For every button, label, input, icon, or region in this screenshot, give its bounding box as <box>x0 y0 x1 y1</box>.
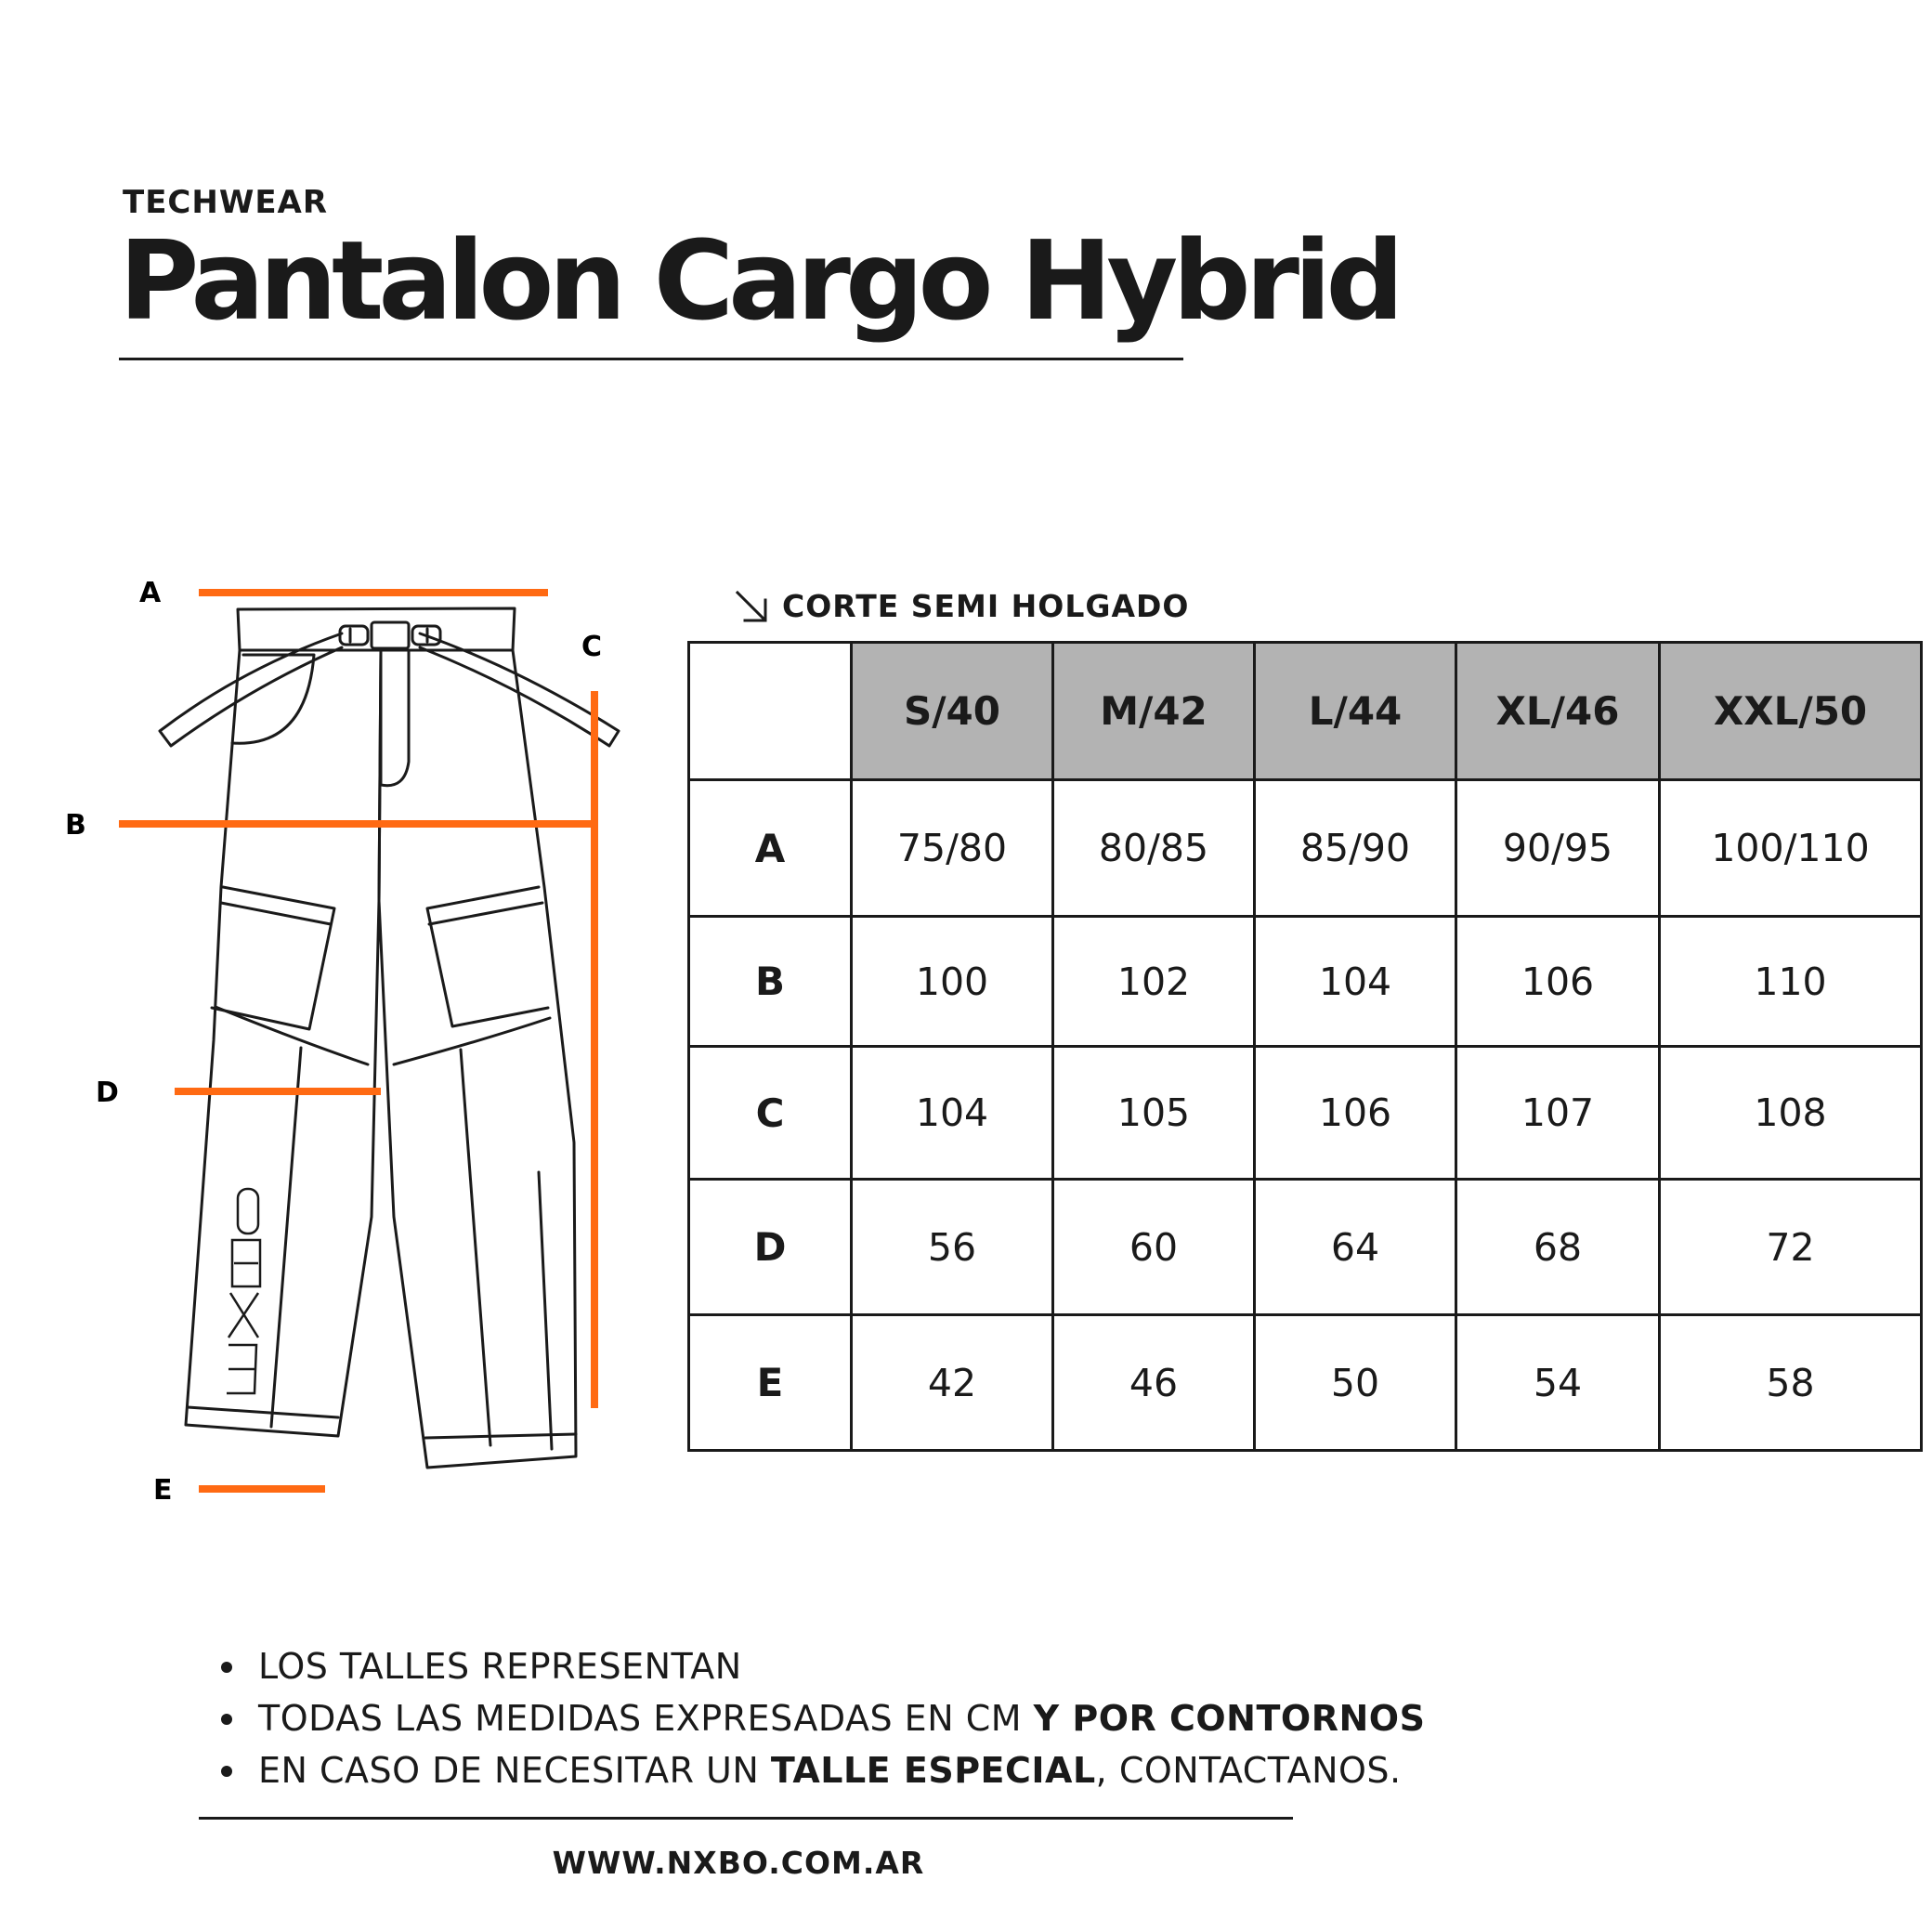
table-corner-cell <box>689 643 852 780</box>
note-text: TODAS LAS MEDIDAS EXPRESADAS EN CM <box>258 1698 1034 1739</box>
website-link[interactable]: WWW.NXBO.COM.AR <box>552 1845 925 1881</box>
note-emphasis: Y POR CONTORNOS <box>1033 1698 1426 1739</box>
table-cell: 56 <box>852 1180 1053 1315</box>
column-header: S/40 <box>852 643 1053 780</box>
table-cell: 75/80 <box>852 780 1053 917</box>
row-label: C <box>689 1047 852 1180</box>
table-cell: 46 <box>1053 1315 1255 1451</box>
table-cell: 107 <box>1456 1047 1660 1180</box>
table-row <box>689 1180 1922 1315</box>
table-cell: 50 <box>1255 1315 1456 1451</box>
category-label: TECHWEAR <box>123 184 329 221</box>
product-title: Pantalon Cargo Hybrid <box>119 216 1399 345</box>
row-label: B <box>689 917 852 1047</box>
table-cell: 105 <box>1053 1047 1255 1180</box>
size-chart-table <box>687 641 1923 1452</box>
pants-outline <box>160 608 619 1468</box>
table-cell: 106 <box>1255 1047 1456 1180</box>
fit-label: CORTE SEMI HOLGADO <box>782 588 1190 624</box>
measure-label-d: D <box>96 1077 119 1109</box>
table-cell: 72 <box>1660 1180 1922 1315</box>
note-tail: , CONTACTANOS. <box>1095 1750 1402 1791</box>
table-cell: 60 <box>1053 1180 1255 1315</box>
note-emphasis: TALLE ESPECIAL <box>770 1750 1096 1791</box>
table-cell: 80/85 <box>1053 780 1255 917</box>
nxbo-logo-icon <box>227 1189 260 1393</box>
row-label: D <box>689 1180 852 1315</box>
table-cell: 58 <box>1660 1315 1922 1451</box>
footer-divider <box>199 1817 1293 1820</box>
measure-label-a: A <box>139 577 162 609</box>
table-cell: 100/110 <box>1660 780 1922 917</box>
table-cell: 68 <box>1456 1180 1660 1315</box>
measure-label-b: B <box>65 809 86 842</box>
table-cell: 104 <box>1255 917 1456 1047</box>
column-header: L/44 <box>1255 643 1456 780</box>
bullet-icon <box>221 1662 232 1673</box>
bullet-icon <box>221 1766 232 1777</box>
table-cell: 102 <box>1053 917 1255 1047</box>
table-cell: 104 <box>852 1047 1053 1180</box>
bullet-icon <box>221 1714 232 1725</box>
row-label: E <box>689 1315 852 1451</box>
table-cell: 108 <box>1660 1047 1922 1180</box>
column-header: M/42 <box>1053 643 1255 780</box>
table-cell: 100 <box>852 917 1053 1047</box>
note-text: LOS TALLES REPRESENTAN <box>258 1646 742 1687</box>
row-label: A <box>689 780 852 917</box>
note-text: EN CASO DE NECESITAR UN <box>258 1750 771 1791</box>
table-row <box>689 1047 1922 1180</box>
table-cell: 90/95 <box>1456 780 1660 917</box>
table-cell: 54 <box>1456 1315 1660 1451</box>
column-header: XXL/50 <box>1660 643 1922 780</box>
table-cell: 64 <box>1255 1180 1456 1315</box>
column-header: XL/46 <box>1456 643 1660 780</box>
table-row <box>689 1315 1922 1451</box>
table-cell: 110 <box>1660 917 1922 1047</box>
measure-label-c: C <box>581 631 603 663</box>
table-cell: 85/90 <box>1255 780 1456 917</box>
pants-measurement-diagram <box>0 0 706 1579</box>
arrow-down-right-icon <box>734 589 769 624</box>
measure-label-e: E <box>153 1474 173 1507</box>
table-cell: 106 <box>1456 917 1660 1047</box>
table-row <box>689 917 1922 1047</box>
table-row <box>689 780 1922 917</box>
table-header-row <box>689 643 1922 780</box>
table-cell: 42 <box>852 1315 1053 1451</box>
